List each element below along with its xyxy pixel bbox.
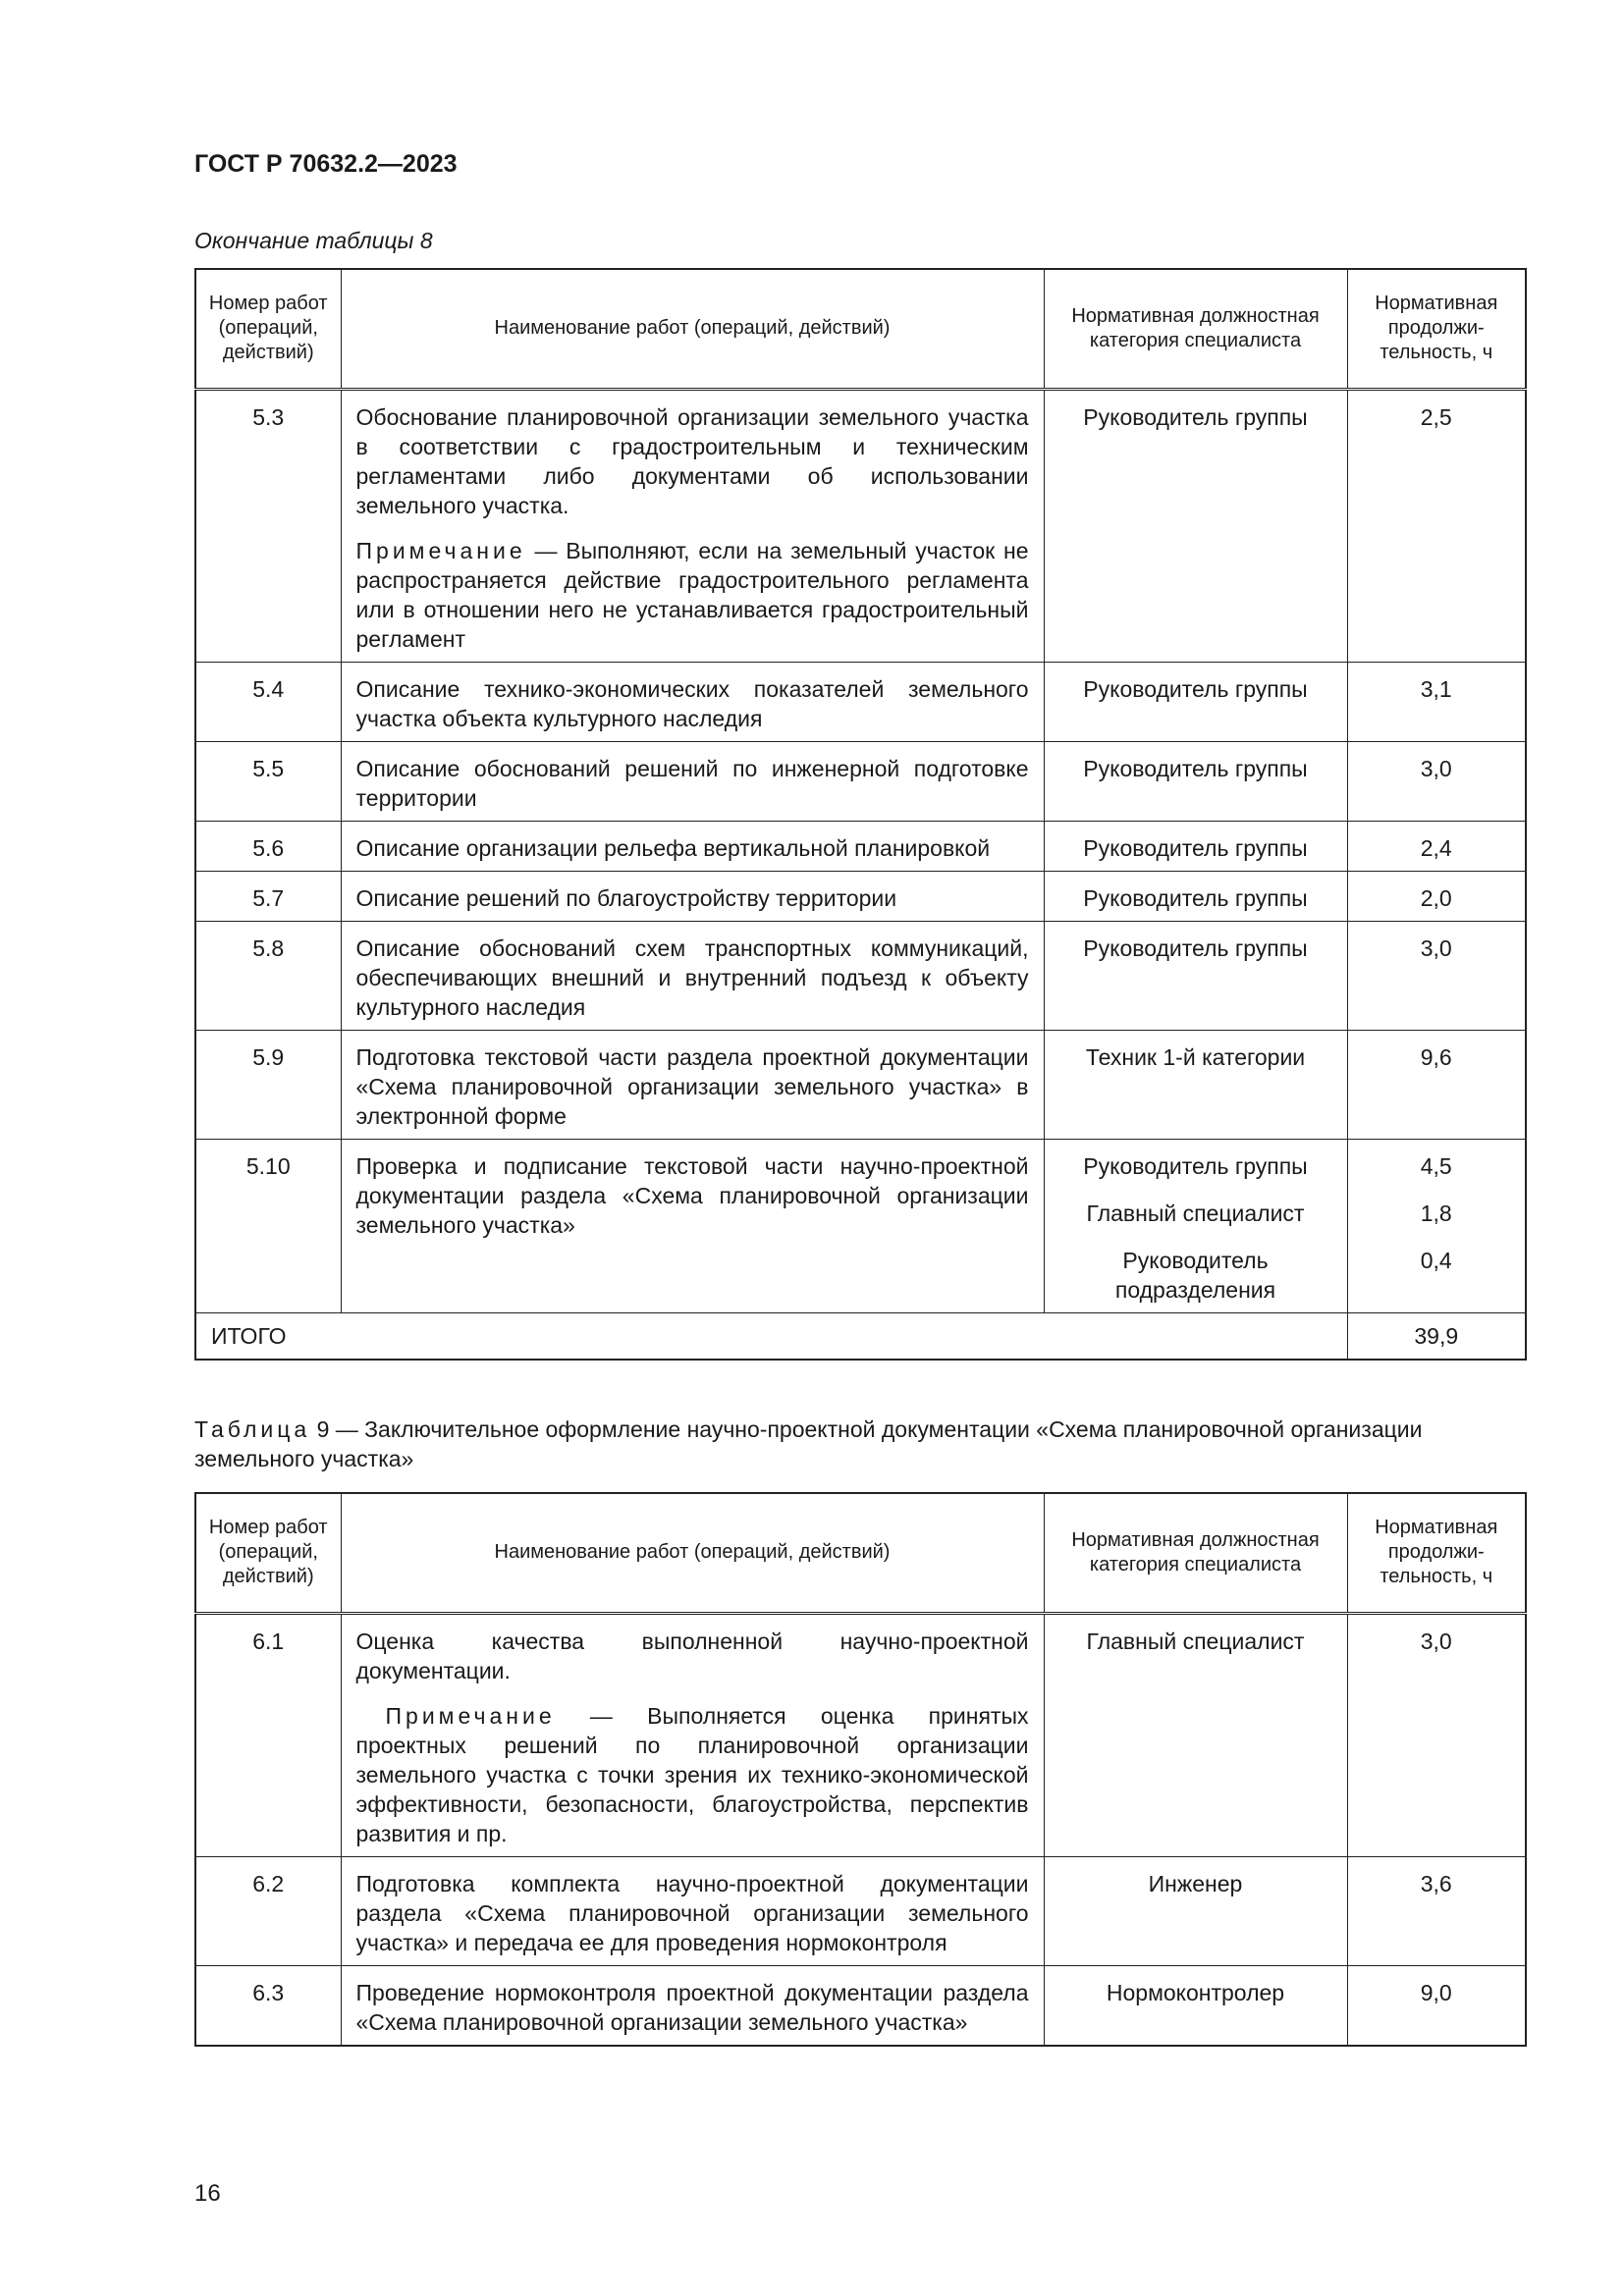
table-row bbox=[195, 1613, 1526, 1856]
row-duration: 0,4 bbox=[1420, 1247, 1452, 1273]
row-number: 5.10 bbox=[195, 1139, 341, 1312]
note-label: Примечание bbox=[385, 1702, 556, 1729]
total-value: 39,9 bbox=[1347, 1312, 1526, 1360]
note-label: Примечание bbox=[355, 537, 526, 563]
row-duration: 9,6 bbox=[1347, 1030, 1526, 1139]
row-note bbox=[356, 536, 1029, 654]
row-duration: 3,0 bbox=[1347, 1613, 1526, 1856]
table-row bbox=[195, 871, 1526, 921]
row-name: Проведение нормоконтроля проектной документации раздела «Схема планировочной организации земельного участка» bbox=[341, 1965, 1044, 2046]
row-number: 5.7 bbox=[195, 871, 341, 921]
row-name bbox=[341, 389, 1044, 662]
row-name: Подготовка комплекта научно-проектной документации раздела «Схема планировочной организации земельного участка» и передача ее для проведения нормоконтроля bbox=[341, 1856, 1044, 1965]
table-row bbox=[195, 1856, 1526, 1965]
col-header-num: Номер работ (операций, действий) bbox=[195, 1493, 341, 1613]
table-row bbox=[195, 921, 1526, 1030]
row-duration: 3,1 bbox=[1347, 662, 1526, 741]
table-row bbox=[195, 662, 1526, 741]
row-category: Главный специалист bbox=[1044, 1613, 1347, 1856]
row-category: Руководитель группы bbox=[1044, 741, 1347, 821]
row-category: Руководитель группы bbox=[1083, 1152, 1308, 1179]
row-category: Главный специалист bbox=[1086, 1200, 1305, 1226]
row-category: Нормоконтролер bbox=[1044, 1965, 1347, 2046]
table-row bbox=[195, 1965, 1526, 2046]
row-duration: 1,8 bbox=[1420, 1200, 1452, 1226]
row-category: Руководитель группы bbox=[1044, 662, 1347, 741]
row-duration: 3,0 bbox=[1347, 741, 1526, 821]
row-number: 5.4 bbox=[195, 662, 341, 741]
total-row bbox=[195, 1312, 1526, 1360]
row-number: 5.6 bbox=[195, 821, 341, 871]
table-row bbox=[195, 389, 1526, 662]
row-duration: 3,6 bbox=[1347, 1856, 1526, 1965]
col-header-category: Нормативная должностная категория специалиста bbox=[1044, 269, 1347, 389]
table-row bbox=[195, 821, 1526, 871]
table-row bbox=[195, 1139, 1526, 1312]
row-name bbox=[341, 1613, 1044, 1856]
row-name: Описание технико-экономических показателей земельного участка объекта культурного наследия bbox=[341, 662, 1044, 741]
row-name-text: Оценка качества выполненной научно-проектной документации. bbox=[355, 1628, 1029, 1683]
table-8 bbox=[194, 268, 1527, 1361]
row-name: Подготовка текстовой части раздела проектной документации «Схема планировочной организации земельного участка» в электронной форме bbox=[341, 1030, 1044, 1139]
row-name-text: Обоснование планировочной организации земельного участка в соответствии с градостроительным и техническим регламентами либо документами об использовании земельного участка. bbox=[355, 403, 1029, 518]
row-category: Руководитель группы bbox=[1044, 921, 1347, 1030]
table8-caption: Окончание таблицы 8 bbox=[194, 228, 433, 253]
row-number: 5.9 bbox=[195, 1030, 341, 1139]
row-duration: 9,0 bbox=[1347, 1965, 1526, 2046]
table9-caption-label: Таблица bbox=[194, 1416, 311, 1442]
row-category-list bbox=[1044, 1139, 1347, 1312]
row-category: Руководитель группы bbox=[1044, 389, 1347, 662]
col-header-category: Нормативная должностная категория специалиста bbox=[1044, 1493, 1347, 1613]
row-name: Описание решений по благоустройству территории bbox=[341, 871, 1044, 921]
col-header-duration: Нормативная продолжи-тельность, ч bbox=[1347, 1493, 1526, 1613]
table-row bbox=[195, 741, 1526, 821]
col-header-duration: Нормативная продолжи-тельность, ч bbox=[1347, 269, 1526, 389]
row-number: 6.3 bbox=[195, 1965, 341, 2046]
table-row bbox=[195, 1030, 1526, 1139]
col-header-num: Номер работ (операций, действий) bbox=[195, 269, 341, 389]
row-duration: 2,0 bbox=[1347, 871, 1526, 921]
row-name: Описание обоснований схем транспортных коммуникаций, обеспечивающих внешний и внутренний подъезд к объекту культурного наследия bbox=[341, 921, 1044, 1030]
row-duration: 3,0 bbox=[1347, 921, 1526, 1030]
total-label: ИТОГО bbox=[195, 1312, 1347, 1360]
table9-caption-text: 9 — Заключительное оформление научно-проектной документации «Схема планировочной организации земельного участка» bbox=[194, 1416, 1423, 1471]
row-name: Описание обоснований решений по инженерной подготовке территории bbox=[341, 741, 1044, 821]
row-duration: 4,5 bbox=[1420, 1152, 1452, 1179]
note-text: — Выполняется оценка принятых проектных решений по планировочной организации земельного участка с точки зрения их технико-экономической эффективности, безопасности, благоустройства, перспектив развития и пр. bbox=[355, 1702, 1029, 1846]
row-category: Руководитель подразделения bbox=[1114, 1247, 1276, 1303]
row-number: 6.2 bbox=[195, 1856, 341, 1965]
row-number: 5.3 bbox=[195, 389, 341, 662]
row-number: 6.1 bbox=[195, 1613, 341, 1856]
row-number: 5.5 bbox=[195, 741, 341, 821]
row-duration: 2,4 bbox=[1347, 821, 1526, 871]
row-category: Руководитель группы bbox=[1044, 821, 1347, 871]
row-category: Руководитель группы bbox=[1044, 871, 1347, 921]
row-name: Описание организации рельефа вертикальной планировкой bbox=[341, 821, 1044, 871]
row-duration-list bbox=[1347, 1139, 1526, 1312]
col-header-name: Наименование работ (операций, действий) bbox=[341, 269, 1044, 389]
table-9 bbox=[194, 1492, 1527, 2047]
row-name: Проверка и подписание текстовой части научно-проектной документации раздела «Схема планировочной организации земельного участка» bbox=[341, 1139, 1044, 1312]
row-category: Инженер bbox=[1044, 1856, 1347, 1965]
page-number: 16 bbox=[194, 2180, 221, 2207]
row-category: Техник 1-й категории bbox=[1044, 1030, 1347, 1139]
row-note bbox=[356, 1701, 1029, 1848]
col-header-name: Наименование работ (операций, действий) bbox=[341, 1493, 1044, 1613]
note-text: — Выполняют, если на земельный участок не распространяется действие градостроительного регламента или в отношении него не устанавливается градостроительный регламент bbox=[355, 537, 1029, 652]
row-duration: 2,5 bbox=[1347, 389, 1526, 662]
table9-caption bbox=[194, 1415, 1520, 1473]
row-number: 5.8 bbox=[195, 921, 341, 1030]
document-code: ГОСТ Р 70632.2—2023 bbox=[194, 150, 458, 178]
